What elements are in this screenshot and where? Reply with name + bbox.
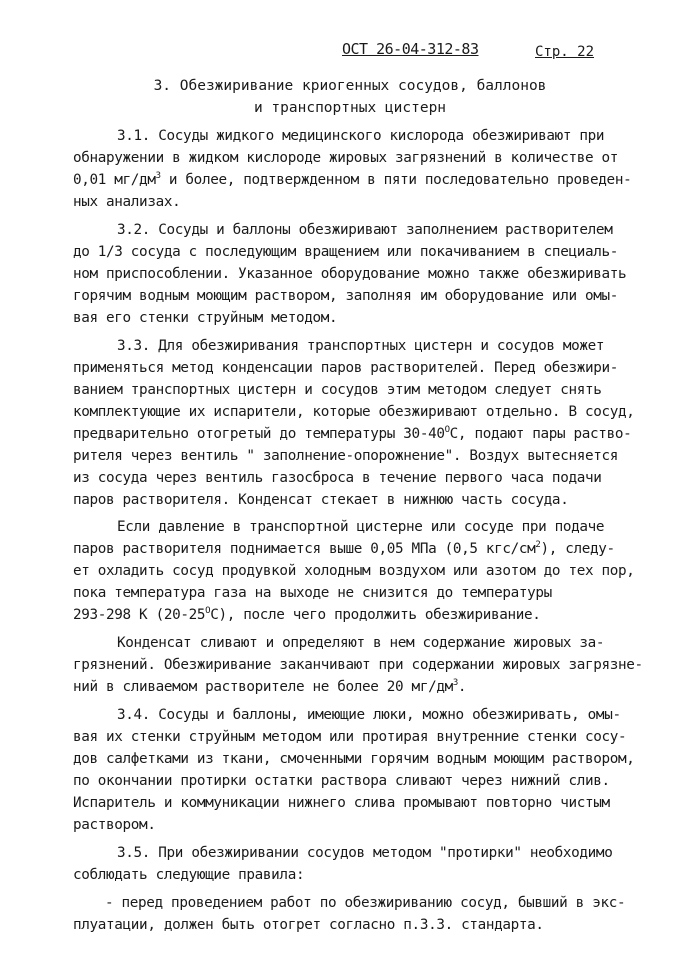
text-line: раствором. [73, 817, 156, 833]
text-line: обнаружении в жидком кислороде жировых загрязнений в количестве от [73, 150, 618, 166]
text-line: по окончании протирки остатки раствора сливают через нижний слив. [73, 773, 610, 789]
text-line: грязнений. Обезжиривание заканчивают при содержании жировых загрязне- [73, 657, 643, 673]
text-line: 293-298 К $(20-25^ОС)$, после чего продолжить обезжиривание. [73, 606, 541, 623]
text-line: ных анализах. [73, 194, 181, 210]
page-number: Стр. 22 [535, 44, 595, 60]
section-title: 3. Обезжиривание криогенных сосудов, баллонов [153, 78, 547, 94]
text-line: 3.1. Сосуды жидкого медицинского кислорода обезжиривают при [117, 128, 605, 144]
text-line: Испаритель и коммуникации нижнего слива промывают повторно чистым [73, 795, 610, 811]
document-code: ОСТ 26-04-312-83 [342, 40, 479, 58]
text-line: 3.3. Для обезжиривания транспортных цистерн и сосудов может [117, 338, 605, 354]
text-line: вая его стенки струйным методом. [73, 310, 338, 326]
text-line: 3.2. Сосуды и баллоны обезжиривают заполнением растворителем [117, 222, 613, 238]
text-line: ет охладить сосуд продувкой холодным воздухом или азотом до тех пор, [73, 563, 635, 579]
text-line: Если давление в транспортной цистерне или сосуде при подаче [117, 519, 605, 535]
text-line: до 1/3 сосуда с последующим вращением или покачиванием в специаль- [73, 244, 618, 260]
text-line: комплектующие их испарители, которые обезжиривают отдельно. В сосуд, [73, 404, 635, 420]
text-line: пока температура газа на выходе не снизится до температуры [73, 585, 552, 601]
text-line: рителя через вентиль " заполнение-опорожнение". Воздух вытесняется [73, 448, 618, 464]
text-line: дов салфетками из ткани, смоченными горячим водным моющим раствором, [73, 751, 635, 767]
text-line: предварительно отогретый до температуры $30-40^ОС$, подают пары раство- [73, 425, 632, 442]
text-line: паров растворителя поднимается выше 0,05 МПа (0,5 кгс/$см^2$), следу- [73, 540, 615, 557]
text-line: ний в сливаемом растворителе не более 20 $мг/дм^3$. [73, 678, 467, 695]
text-line: паров растворителя. Конденсат стекает в нижнюю часть сосуда. [73, 492, 569, 508]
text-line: вая их стенки струйным методом или протирая внутренние стенки сосу- [73, 729, 627, 745]
text-line: 3.4. Сосуды и баллоны, имеющие люки, можно обезжиривать, омы- [117, 707, 621, 723]
text-line: соблюдать следующие правила: [73, 867, 305, 883]
text-line: 3.5. При обезжиривании сосудов методом "протирки" необходимо [117, 845, 613, 861]
text-line: - перед проведением работ по обезжириванию сосуд, бывший в экс- [105, 895, 626, 911]
text-line: из сосуда через вентиль газосброса в течение первого часа подачи [73, 470, 602, 486]
text-line: ванием транспортных цистерн и сосудов этим методом следует снять [73, 382, 602, 398]
section-title-cont: и транспортных цистерн [253, 100, 447, 116]
text-line: плуатации, должен быть отогрет согласно п.3.3. стандарта. [73, 917, 544, 933]
text-line: горячим водным моющим раствором, заполняя им оборудование или омы- [73, 288, 618, 304]
text-line: ном приспособлении. Указанное оборудование можно также обезжиривать [73, 266, 627, 282]
text-line: применяться метод конденсации паров растворителей. Перед обезжири- [73, 360, 618, 376]
text-line: Конденсат сливают и определяют в нем содержание жировых за- [117, 635, 605, 651]
text-line: 0,01 $мг/дм^3$ и более, подтвержденном в пяти последовательно проведен- [73, 171, 632, 188]
